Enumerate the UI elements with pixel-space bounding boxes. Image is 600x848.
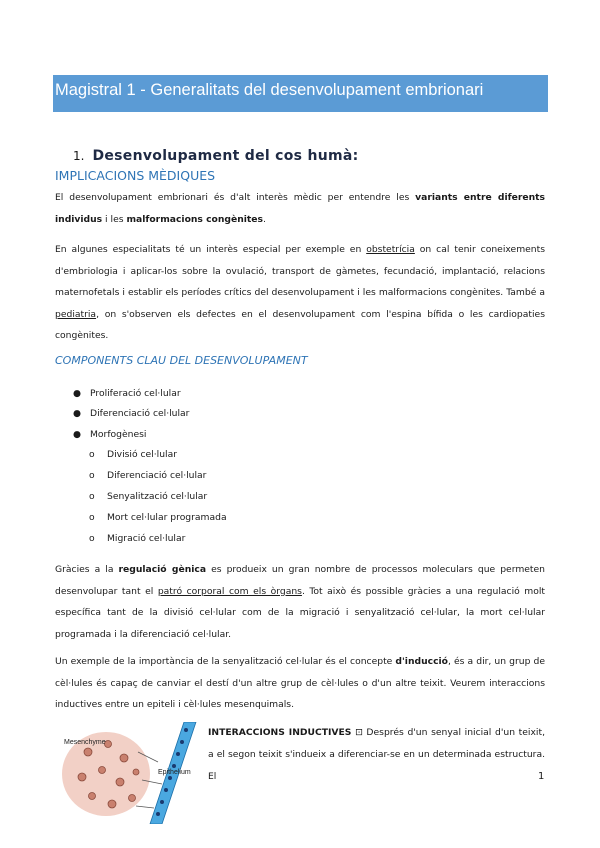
- mesenchyme-label: Mesenchyme: [64, 739, 106, 746]
- section-heading: [73, 145, 359, 164]
- bullet-icon: ●: [73, 408, 82, 419]
- arrow-icon: ⊡: [355, 727, 363, 738]
- sub-bullet-icon: o: [89, 533, 95, 544]
- bullet-icon: ●: [73, 388, 82, 399]
- implicacions-heading: IMPLICACIONS MÈDIQUES: [55, 168, 216, 183]
- sub-bullet-icon: o: [89, 449, 95, 460]
- page-number: 1: [538, 771, 545, 782]
- sub-bullet-icon: o: [89, 470, 95, 481]
- bullet-icon: ●: [73, 429, 82, 440]
- paragraph-interaccions: INTERACCIONS INDUCTIVES ⊡ Després d'un senyal inicial d'un teixit, a el segon teixit s'indueix a diferenciar-se en un determinada estructura. El: [208, 727, 545, 782]
- mesenchyme-epithelium-illustration: [58, 722, 198, 824]
- sub-bullet-icon: o: [89, 491, 95, 502]
- components-heading: COMPONENTS CLAU DEL DESENVOLUPAMENT: [55, 354, 308, 367]
- sub-bullet-icon: o: [89, 512, 95, 523]
- interaccions-heading: INTERACCIONS INDUCTIVES: [208, 727, 352, 738]
- paragraph-induccio: Un exemple de la importància de la senyalització cel·lular és el concepte d'inducció, és a dir, un grup de cèl·lules és capaç de canviar el destí d'un altre grup de cèl·lules o d'un altre teixit. Veurem interaccions inductives entre un epiteli i cèl·lules mesenquimals.: [55, 656, 545, 710]
- paragraph-regulacio: Gràcies a la regulació gènica es produeix un gran nombre de processos moleculars que permeten desenvolupar tant el patró corporal com els òrgans. Tot això és possible gràcies a una regulació molt específica tant de la divisió cel·lular com de la migració i senyalització cel·lular, la mort cel·lular programada i la diferenciació cel·lular.: [55, 564, 545, 640]
- title-banner: [53, 75, 548, 112]
- epithelium-label: Epithelium: [158, 769, 191, 776]
- section-title: Desenvolupament del cos humà:: [92, 148, 359, 164]
- section-number: 1.: [73, 149, 85, 163]
- induction-figure: [58, 722, 198, 824]
- paragraph-implicacions-2: En algunes especialitats té un interès especial per exemple en obstetrícia on cal tenir coneixements d'embriologia i aplicar-los sobre la ovulació, transport de gàmetes, fecundació, implantació, relacions maternofetals i establir els períodes crítics del desenvolupament i les malformacions congènites. També a pediatria, on s'observen els defectes en el desenvolupament com l'espina bífida o les cardiopaties congènites.: [55, 244, 546, 341]
- paragraph-implicacions-1: El desenvolupament embrionari és d'alt interès mèdic per entendre les variants entre diferents individus i les malformacions congènites.: [55, 192, 545, 225]
- document-title: Magistral 1 - Generalitats del desenvolupament embrionari: [55, 81, 484, 99]
